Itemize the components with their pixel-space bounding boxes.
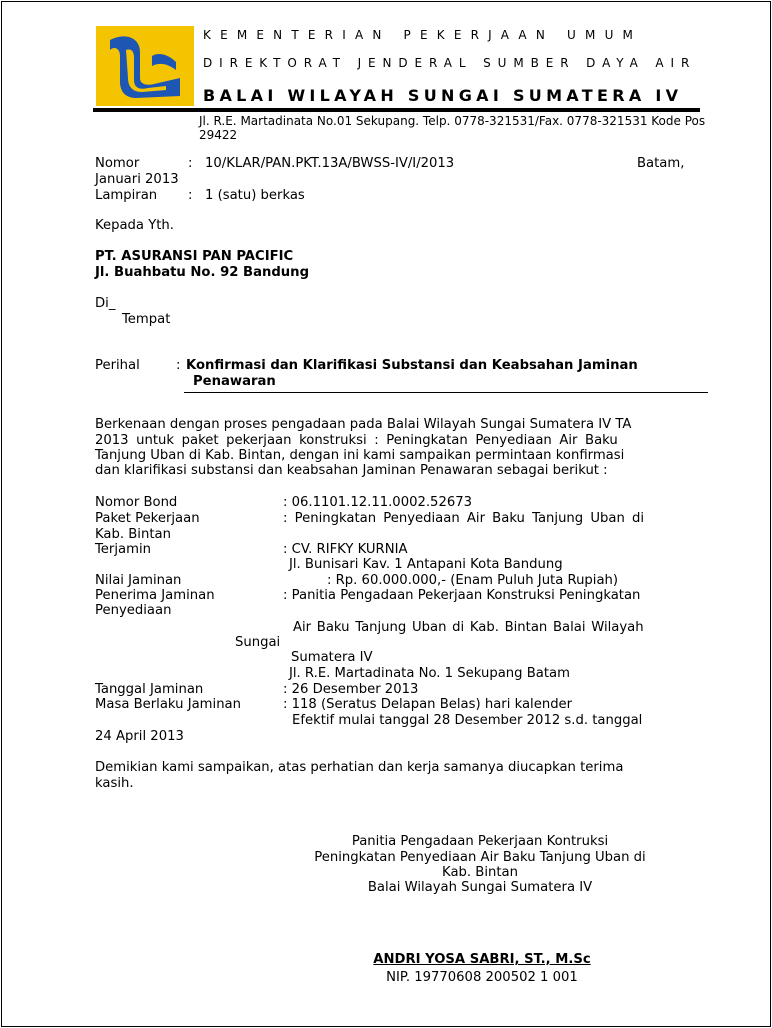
nomor-colon: : bbox=[188, 156, 193, 171]
closing-line-2: kasih. bbox=[95, 776, 134, 791]
nilai-value: : Rp. 60.000.000,- (Enam Puluh Juta Rupiah) bbox=[327, 573, 619, 588]
terjamin-label: Terjamin bbox=[95, 542, 151, 557]
intro-line-2: 2013 untuk paket pekerjaan konstruksi : Peningkatan Penyediaan Air Baku bbox=[95, 433, 618, 448]
masa-cont-1: Efektif mulai tanggal 28 Desember 2012 s.d. tanggal bbox=[292, 713, 643, 728]
closing-line-1: Demikian kami sampaikan, atas perhatian dan kerja samanya diucapkan terima bbox=[95, 760, 624, 775]
perihal-line2: Penawaran bbox=[193, 374, 276, 389]
masa-value: : 118 (Seratus Delapan Belas) hari kalender bbox=[283, 697, 573, 712]
penerima-cont-2: Sungai bbox=[235, 635, 281, 650]
penerima-value: : Panitia Pengadaan Pekerjaan Konstruksi Peningkatan bbox=[283, 588, 641, 603]
intro-line-1: Berkenaan dengan proses pengadaan pada Balai Wilayah Sungai Sumatera IV TA bbox=[95, 417, 632, 432]
penerima-label: Penerima Jaminan bbox=[95, 588, 215, 603]
letterhead-rule bbox=[93, 108, 700, 112]
penerima-cont-4: Jl. R.E. Martadinata No. 1 Sekupang Batam bbox=[289, 666, 570, 681]
recipient-di: Di_ bbox=[95, 296, 116, 311]
signature-org-3: Kab. Bintan bbox=[442, 865, 518, 880]
tanggal-label: Tanggal Jaminan bbox=[95, 682, 204, 697]
terjamin-address: Jl. Bunisari Kav. 1 Antapani Kota Bandung bbox=[289, 557, 563, 572]
perihal-underline bbox=[184, 392, 708, 393]
paket-label: Paket Pekerjaan bbox=[95, 511, 200, 526]
ministry-name: KEMENTERIAN PEKERJAAN UMUM bbox=[203, 28, 643, 42]
perihal-line1: Konfirmasi dan Klarifikasi Substansi dan Keabsahan Jaminan bbox=[186, 358, 638, 373]
masa-label: Masa Berlaku Jaminan bbox=[95, 697, 241, 712]
signature-org-4: Balai Wilayah Sungai Sumatera IV bbox=[367, 880, 593, 895]
nomor-value: 10/KLAR/PAN.PKT.13A/BWSS-IV/I/2013 bbox=[205, 156, 455, 171]
masa-cont-2: 24 April 2013 bbox=[95, 729, 184, 744]
paket-cont: Kab. Bintan bbox=[95, 527, 171, 542]
lampiran-value: 1 (satu) berkas bbox=[205, 188, 305, 203]
office-address: Jl. R.E. Martadinata No.01 Sekupang. Telp. 0778-321531/Fax. 0778-321531 Kode Pos 29422 bbox=[199, 114, 706, 142]
nomor-label: Nomor bbox=[95, 156, 140, 171]
penerima-cont-1: Air Baku Tanjung Uban di Kab. Bintan Balai Wilayah bbox=[293, 620, 644, 635]
paket-value: : Peningkatan Penyediaan Air Baku Tanjung Uban di bbox=[283, 511, 645, 526]
penerima-cont-3: Sumatera IV bbox=[291, 650, 373, 665]
recipient-tempat: Tempat bbox=[122, 312, 171, 327]
recipient-address: Jl. Buahbatu No. 92 Bandung bbox=[95, 265, 310, 280]
signatory-nip: NIP. 19770608 200502 1 001 bbox=[386, 970, 578, 985]
tanggal-value: : 26 Desember 2013 bbox=[283, 682, 419, 697]
lampiran-colon: : bbox=[188, 188, 193, 203]
letter-date: Januari 2013 bbox=[95, 172, 179, 187]
terjamin-value: : CV. RIFKY KURNIA bbox=[283, 542, 408, 557]
letter-place: Batam, bbox=[637, 156, 685, 171]
recipient-name: PT. ASURANSI PAN PACIFIC bbox=[95, 249, 294, 264]
penerima-cont-0: Penyediaan bbox=[95, 603, 172, 618]
intro-line-3: Tanjung Uban di Kab. Bintan, dengan ini kami sampaikan permintaan konfirmasi bbox=[95, 448, 625, 463]
office-name: BALAI WILAYAH SUNGAI SUMATERA IV bbox=[203, 86, 683, 105]
signature-org-1: Panitia Pengadaan Pekerjaan Kontruksi bbox=[351, 834, 609, 849]
nomor-bond-value: : 06.1101.12.11.0002.52673 bbox=[283, 495, 473, 510]
nilai-label: Nilai Jaminan bbox=[95, 573, 182, 588]
directorate-name: DIREKTORAT JENDERAL SUMBER DAYA AIR bbox=[203, 56, 697, 70]
perihal-label: Perihal bbox=[95, 358, 140, 373]
nomor-bond-label: Nomor Bond bbox=[95, 495, 178, 510]
signatory-name: ANDRI YOSA SABRI, ST., M.Sc bbox=[373, 952, 591, 967]
lampiran-label: Lampiran bbox=[95, 188, 158, 203]
greeting: Kepada Yth. bbox=[95, 218, 174, 233]
perihal-colon: : bbox=[176, 358, 181, 373]
signature-org-2: Peningkatan Penyediaan Air Baku Tanjung Uban di bbox=[314, 850, 646, 865]
intro-line-4: dan klarifikasi substansi dan keabsahan Jaminan Penawaran sebagai berikut : bbox=[95, 463, 608, 478]
ministry-logo bbox=[96, 26, 194, 106]
